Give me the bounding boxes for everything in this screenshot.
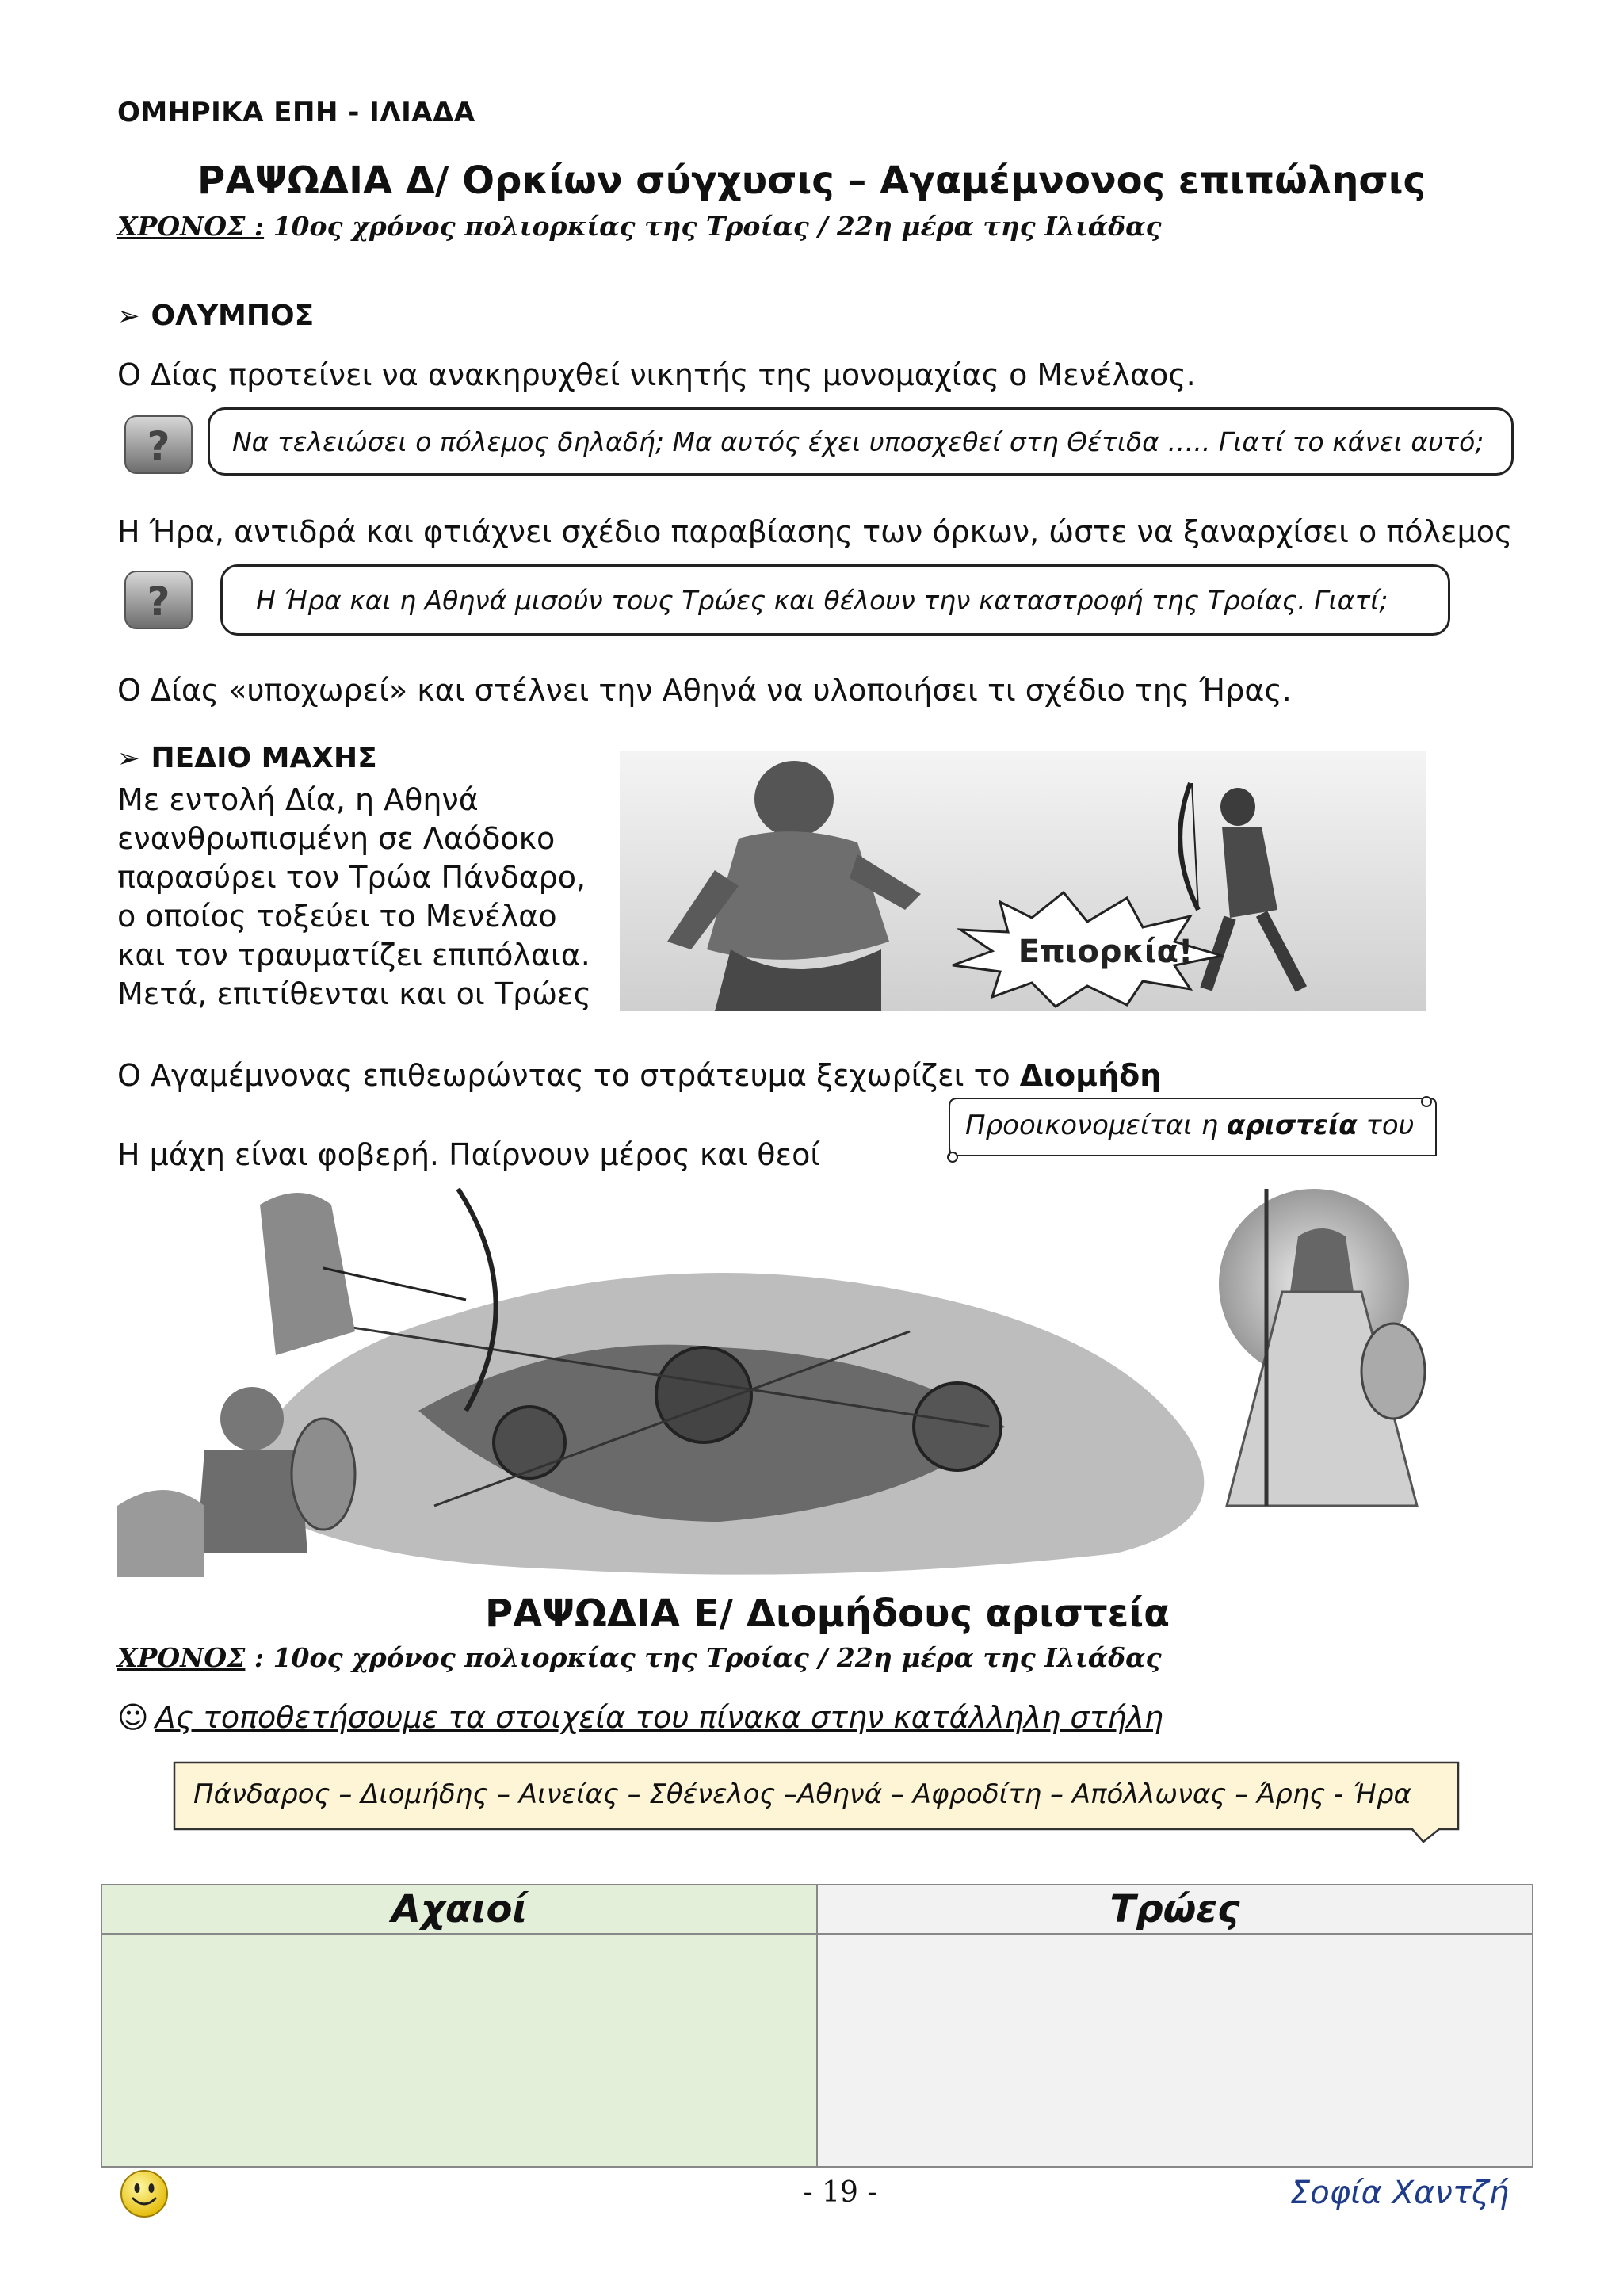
battle-gods-paragraph: Η μάχη είναι φοβερή. Παίρνουν μέρος και θεοί (117, 1137, 821, 1172)
battlefield-heading (117, 742, 377, 774)
svg-text:?: ? (147, 423, 170, 469)
column-header-achaeans: Αχαιοί (101, 1885, 817, 1934)
column-header-trojans: Τρώες (817, 1885, 1533, 1934)
page-number: - 19 - (803, 2176, 877, 2209)
rhapsody-e-title: ΡΑΨΩΔΙΑ Ε/ Διομήδους αριστεία (484, 1591, 1170, 1636)
arrow-bullet-icon: ➢ (117, 743, 140, 774)
names-list: Πάνδαρος – Διομήδης – Αινείας – Σθένελος –Αθηνά – Αφροδίτη – Απόλλωνας – Άρης - Ήρα (193, 1778, 1411, 1810)
agamemnon-paragraph (117, 1056, 1161, 1095)
battlefield-line: παρασύρει τον Τρώα Πάνδαρο, (117, 860, 586, 895)
foreshadowing-text (965, 1110, 1414, 1141)
battlefield-line: Μετά, επιτίθενται και οι Τρώες (117, 976, 591, 1011)
question-box-1: Να τελειώσει ο πόλεμος δηλαδή; Μα αυτός έχει υποσχεθεί στη Θέτιδα ….. Γιατί το κάνει αυτό; (208, 407, 1514, 476)
battlefield-heading-text: ΠΕΔΙΟ ΜΑΧΗΣ (151, 742, 377, 774)
question-mark-icon (123, 569, 194, 631)
question-mark-icon (123, 414, 194, 476)
battlefield-paragraph (117, 781, 591, 1014)
sorting-table (101, 1884, 1533, 2168)
document-header: ΟΜΗΡΙΚΑ ΕΠΗ - ΙΛΙΑΔΑ (117, 97, 475, 128)
battlefield-line: ο οποίος τοξεύει το Μενέλαο (117, 899, 557, 934)
diomedes-name: Διομήδη (1019, 1058, 1162, 1093)
instruction-text: Ας τοποθετήσουμε τα στοιχεία του πίνακα στην κατάλληλη στήλη (155, 1700, 1163, 1735)
rhapsody-d-title: ΡΑΨΩΔΙΑ Δ/ Ορκίων σύγχυσις – Αγαμέμνονος επιπώλησις (197, 159, 1426, 203)
achaeans-answer-cell[interactable] (101, 1934, 817, 2167)
rhapsody-e-chronology (117, 1642, 1162, 1673)
chronology-text: 10ος χρόνος πολιορκίας της Τροίας / 22η μέρα της Ιλιάδας (264, 1642, 1162, 1673)
trojans-answer-cell[interactable] (817, 1934, 1533, 2167)
names-note-box (171, 1759, 1461, 1832)
author-name: Σοφία Χαντζή (1290, 2175, 1510, 2211)
smiley-icon: ☺ (117, 1700, 149, 1735)
olympos-heading-text: ΟΛΥΜΠΟΣ (151, 300, 315, 332)
scroll-suffix: του (1357, 1110, 1415, 1141)
instruction-line (117, 1698, 1163, 1737)
olympos-heading (117, 300, 314, 332)
question-box-2: Η Ήρα και η Αθηνά μισούν τους Τρώες και θέλουν την καταστροφή της Τροίας. Γιατί; (220, 564, 1450, 636)
chronology-colon: : (245, 1642, 265, 1673)
gods-battle-illustration (117, 1173, 1426, 1577)
foreshadowing-scroll (940, 1095, 1438, 1163)
aristeia-word: αριστεία (1226, 1110, 1358, 1141)
olympos-paragraph-1: Ο Δίας προτείνει να ανακηρυχθεί νικητής της μονομαχίας ο Μενέλαος. (117, 357, 1196, 392)
battlefield-line: και τον τραυματίζει επιπόλαια. (117, 938, 590, 972)
rhapsody-d-chronology (117, 211, 1162, 242)
olympos-paragraph-3: Ο Δίας «υποχωρεί» και στέλνει την Αθηνά να υλοποιήσει τι σχέδιο της Ήρας. (117, 673, 1292, 708)
chronology-label: ΧΡΟΝΟΣ (117, 1642, 246, 1673)
scroll-prefix: Προοικονομείται η (965, 1110, 1227, 1141)
battlefield-line: Με εντολή Δία, η Αθηνά (117, 782, 479, 817)
olympos-paragraph-2: Η Ήρα, αντιδρά και φτιάχνει σχέδιο παραβίασης των όρκων, ώστε να ξαναρχίσει ο πόλεμος (117, 514, 1513, 549)
arrow-bullet-icon: ➢ (117, 300, 140, 332)
svg-text:?: ? (147, 579, 170, 625)
battlefield-line: ενανθρωπισμένη σε Λαόδοκο (117, 821, 556, 856)
illustration-caption: Επιορκία! (1018, 934, 1193, 970)
chronology-text: 10ος χρόνος πολιορκίας της Τροίας / 22η μέρα της Ιλιάδας (264, 211, 1162, 242)
pandaros-illustration (620, 751, 1426, 1011)
chronology-label: ΧΡΟΝΟΣ : (117, 211, 265, 242)
agamemnon-text: Ο Αγαμέμνονας επιθεωρώντας το στράτευμα ξεχωρίζει το (117, 1058, 1020, 1093)
